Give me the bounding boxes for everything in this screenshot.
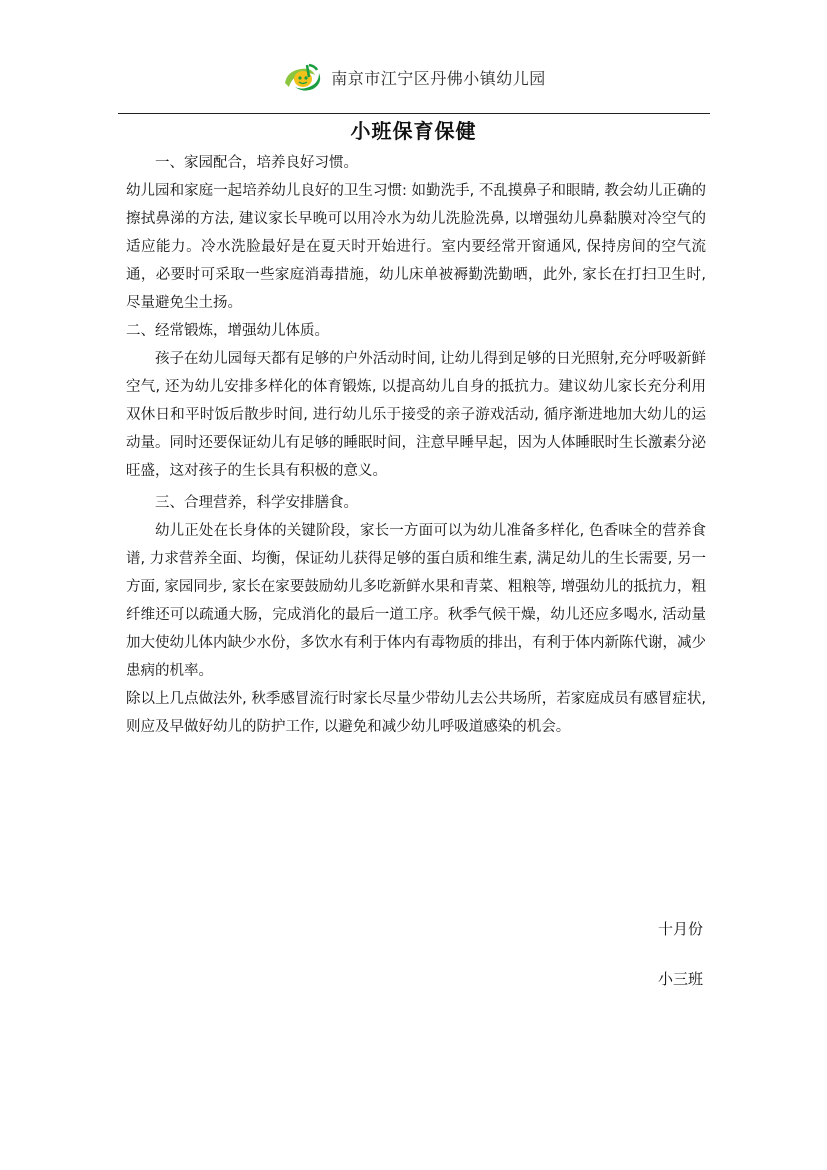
header-divider bbox=[118, 113, 710, 114]
section-3-heading: 三、合理营养，科学安排膳食。 bbox=[155, 495, 358, 511]
closing-paragraph: 除以上几点做法外, 秋季感冒流行时家长尽量少带幼儿去公共场所，若家庭成员有感冒症状, 则应及早做好幼儿的防护工作, 以避免和减少幼儿呼吸道感染的机会。 bbox=[126, 691, 706, 735]
school-name: 南京市江宁区丹佛小镇幼儿园 bbox=[331, 68, 546, 88]
school-logo-icon bbox=[281, 61, 325, 93]
section-2-paragraph: 孩子在幼儿园每天都有足够的户外活动时间, 让幼儿得到足够的日光照射,充分呼吸新鲜空气, 还为幼儿安排多样化的体育锻炼, 以提高幼儿自身的抵抗力。建议幼儿家长充分利用双休日和平时饭后散步时间, 进行幼儿乐于接受的亲子游戏活动, 循序渐进地加大幼儿的运动量。同时还要保证幼儿有足够的睡眠时间，注意早睡早起，因为人体睡眠时生长激素分泌旺盛，这对孩子的生长具有积极的意义。 bbox=[126, 351, 706, 479]
document-header bbox=[0, 60, 827, 94]
document-body bbox=[126, 149, 706, 741]
section-3-paragraph: 幼儿正处在长身体的关键阶段，家长一方面可以为幼儿准备多样化, 色香味全的营养食谱, 力求营养全面、均衡，保证幼儿获得足够的蛋白质和维生素, 满足幼儿的生长需要, 另一方面, 家园同步, 家长在家要鼓励幼儿多吃新鲜水果和青菜、粗粮等, 增强幼儿的抵抗力，粗纤维还可以疏通大肠，完成消化的最后一道工序。秋季气候干燥，幼儿还应多喝水, 活动量加大使幼儿体内缺少水份，多饮水有利于体内有毒物质的排出，有利于体内新陈代谢，减少患病的机率。 bbox=[126, 523, 706, 679]
class-signature: 小三班 bbox=[657, 970, 703, 988]
section-1-heading: 一、家园配合，培养良好习惯。 bbox=[155, 155, 358, 171]
page-title: 小班保育保健 bbox=[350, 119, 477, 143]
section-2-heading: 二、经常锻炼，增强幼儿体质。 bbox=[126, 323, 329, 339]
section-1-paragraph: 幼儿园和家庭一起培养幼儿良好的卫生习惯: 如勤洗手, 不乱摸鼻子和眼睛, 教会幼儿正确的擦拭鼻涕的方法, 建议家长早晚可以用冷水为幼儿洗脸洗鼻, 以增强幼儿鼻黏膜对冷空气的适应能力。冷水洗脸最好是在夏天时开始进行。室内要经常开窗通风, 保持房间的空气流通，必要时可采取一些家庭消毒措施，幼儿床单被褥勤洗勤晒，此外, 家长在打扫卫生时, 尽量避免尘土扬。 bbox=[126, 183, 706, 311]
document-date: 十月份 bbox=[657, 920, 703, 938]
